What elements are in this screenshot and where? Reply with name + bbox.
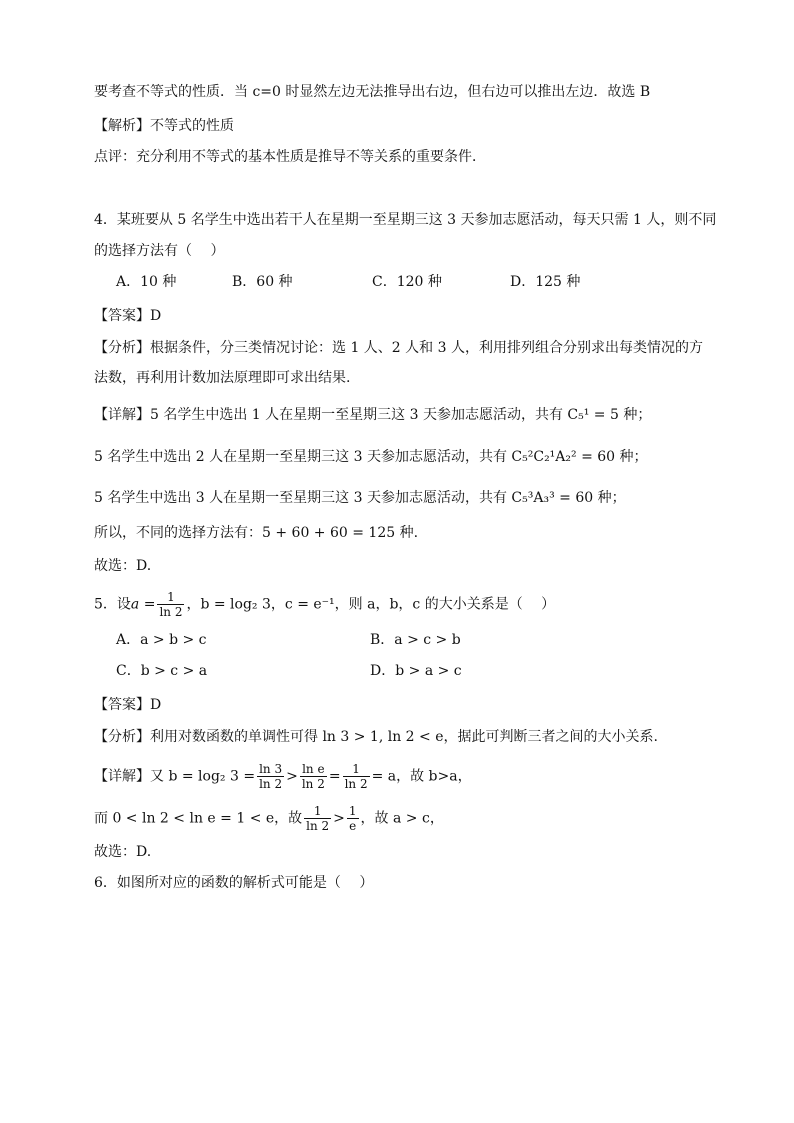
detail-line <box>94 405 651 425</box>
section-tag: 【分析】 <box>94 729 150 745</box>
fraction <box>157 590 184 619</box>
detail-line <box>94 804 444 833</box>
option-b: B．60 种 <box>232 274 293 290</box>
fraction <box>257 762 284 791</box>
fraction-denominator: ln 2 <box>301 777 325 791</box>
question-4-line-2: 的选择方法有（ ） <box>94 243 225 259</box>
fraction <box>347 804 359 833</box>
detail-text: = a，故 b>a， <box>371 768 472 785</box>
analysis-line <box>94 116 234 136</box>
fraction-denominator: e <box>349 819 357 833</box>
relation: = <box>328 768 341 785</box>
question-6-line: 6．如图所对应的函数的解析式可能是（ ） <box>94 875 374 891</box>
detail-line: 所以，不同的选择方法有：5 + 60 + 60 = 125 种. <box>94 525 419 541</box>
detail-text: 又 b = log₂ 3 = <box>150 768 256 785</box>
section-text: 不等式的性质 <box>150 118 234 134</box>
relation: > <box>286 768 298 785</box>
section-tag: 【详解】 <box>94 407 150 423</box>
detail-text: ，故 a > c， <box>360 810 444 827</box>
question-4-line-1: 4．某班要从 5 名学生中选出若干人在星期一至星期三这 3 天参加志愿活动，每天只需 1 人，则不同 <box>94 212 717 228</box>
option-a: A．a > b > c <box>116 632 207 648</box>
analysis-line <box>94 338 703 358</box>
relation: > <box>333 810 345 827</box>
fraction-numerator: 1 <box>348 804 357 818</box>
analysis-text: 利用对数函数的单调性可得 ln 3 > 1, ln 2 < e，据此可判断三者之间的大小关系. <box>150 729 658 745</box>
detail-line <box>94 762 472 791</box>
fraction-numerator: 1 <box>157 590 184 605</box>
option-a: A．10 种 <box>116 274 177 290</box>
question-5-line <box>94 590 555 619</box>
comment-line: 点评：充分利用不等式的基本性质是推导不等关系的重要条件． <box>94 149 486 165</box>
answer-text: D <box>150 308 162 324</box>
fraction <box>304 804 331 833</box>
fraction-denominator: ln 2 <box>306 819 330 833</box>
section-tag: 【分析】 <box>94 340 150 356</box>
answer-line <box>94 695 161 715</box>
q5-rest: ，b = log₂ 3，c = e⁻¹，则 a，b，c 的大小关系是（ ） <box>186 596 556 613</box>
answer-line <box>94 306 161 326</box>
detail-text: 5 名学生中选出 1 人在星期一至星期三这 3 天参加志愿活动，共有 C₅¹ = 5 种； <box>150 407 652 423</box>
detail-line: 5 名学生中选出 2 人在星期一至星期三这 3 天参加志愿活动，共有 C₅²C₂¹A₂² = 60 种； <box>94 449 648 465</box>
q5-a: a = <box>130 596 156 613</box>
analysis-text: 根据条件，分三类情况讨论：选 1 人、2 人和 3 人，利用排列组合分别求出每类情况的方 <box>150 340 703 356</box>
fraction-numerator: 1 <box>343 762 370 777</box>
analysis-line-2: 法数，再利用计数加法原理即可求出结果. <box>94 370 351 386</box>
option-c: C．b > c > a <box>116 663 208 679</box>
detail-line: 5 名学生中选出 3 人在星期一至星期三这 3 天参加志愿活动，共有 C₅³A₃³ = 60 种； <box>94 490 626 506</box>
option-d: D．b > a > c <box>370 663 462 679</box>
fraction-denominator: ln 2 <box>344 777 368 791</box>
fraction-denominator: ln 2 <box>159 605 183 619</box>
fraction-numerator: ln e <box>300 762 327 777</box>
option-b: B．a > c > b <box>370 632 461 648</box>
q5-prefix: 5．设 <box>94 596 131 613</box>
option-c: C．120 种 <box>372 274 442 290</box>
fraction-numerator: 1 <box>304 804 331 819</box>
section-tag: 【详解】 <box>94 768 150 785</box>
section-tag: 【答案】 <box>94 308 150 324</box>
detail-text: 而 0 < ln 2 < ln e = 1 < e，故 <box>94 810 303 827</box>
fraction-denominator: ln 2 <box>259 777 283 791</box>
fraction <box>343 762 370 791</box>
text-line: 要考查不等式的性质．当 c=0 时显然左边无法推导出右边，但右边可以推出左边．故选 B <box>94 84 651 100</box>
fraction-numerator: ln 3 <box>259 762 283 776</box>
answer-text: D <box>150 697 162 713</box>
analysis-line <box>94 727 658 747</box>
detail-line: 故选：D. <box>94 844 152 860</box>
fraction <box>300 762 327 791</box>
section-tag: 【解析】 <box>94 118 150 134</box>
detail-line: 故选：D. <box>94 558 152 574</box>
option-d: D．125 种 <box>510 274 581 290</box>
section-tag: 【答案】 <box>94 697 150 713</box>
